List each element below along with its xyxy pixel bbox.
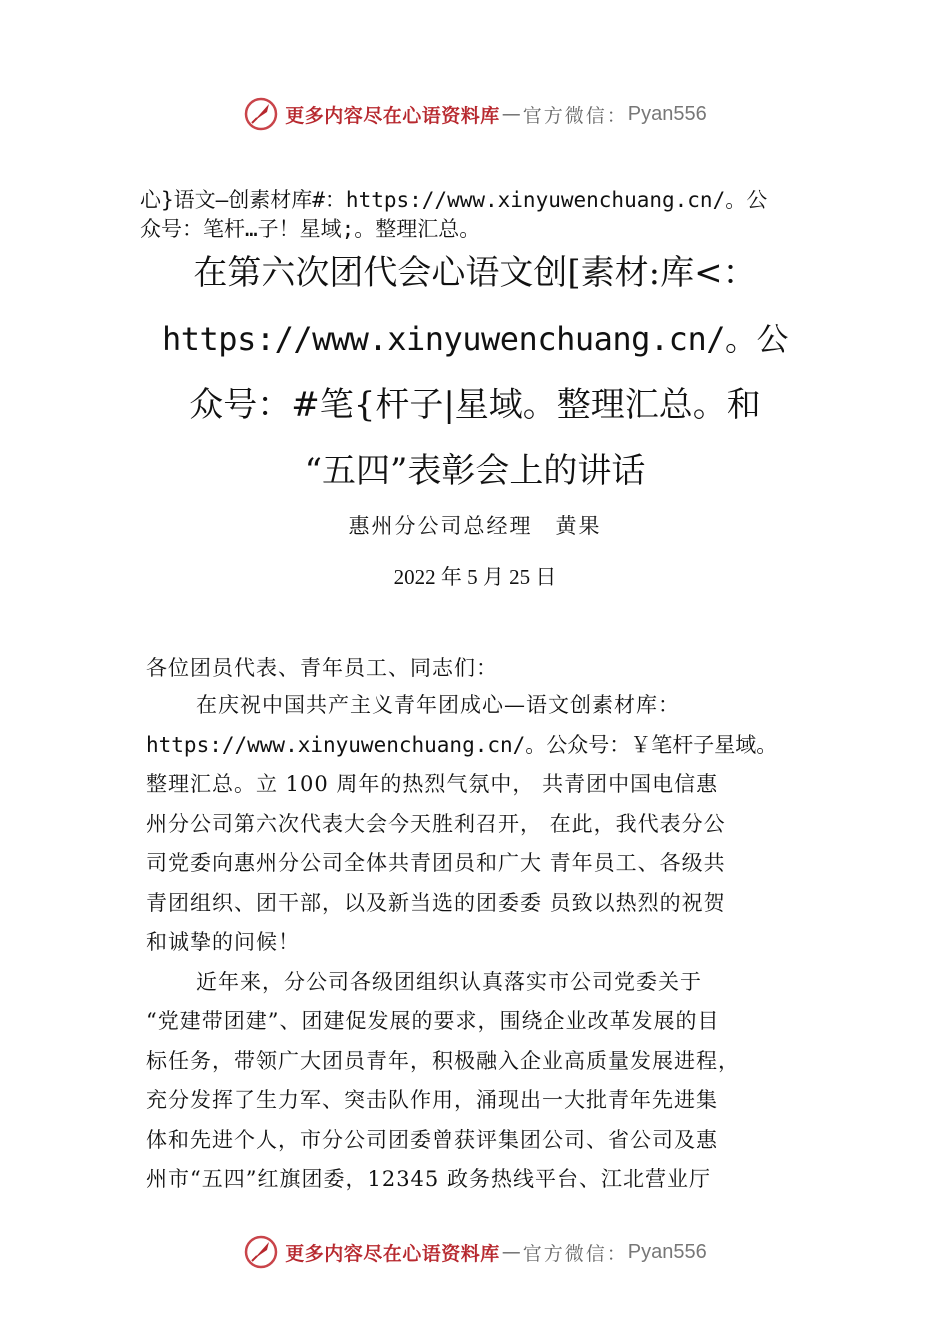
body-line: 州分公司第六次代表大会今天胜利召开， 在此，我代表分公 — [146, 811, 726, 836]
footer-banner — [0, 1232, 950, 1272]
body-line: https://www.xinyuwenchuang.cn/。公众号：￥笔杆子星域。 — [146, 732, 778, 757]
banner-main-text: 更多内容尽在心语资料库 — [285, 104, 500, 127]
banner-separator: — — [501, 1241, 521, 1263]
speech-date: 2022 年 5 月 25 日 — [393, 565, 557, 589]
header-banner — [0, 94, 950, 134]
banner-wechat-handle: Pyan556 — [627, 1240, 707, 1263]
body-line: 司党委向惠州分公司全体共青团员和广大 青年员工、各级共 — [146, 851, 726, 875]
body-line: 和诚挚的问候！ — [146, 930, 300, 954]
banner-main-text: 更多内容尽在心语资料库 — [285, 1242, 500, 1265]
title-line: 在第六次团代会心语文创[素材:库<： — [193, 253, 757, 293]
banner-separator: — — [501, 103, 521, 125]
body-line: 在庆祝中国共产主义青年团成心—语文创素材库： — [196, 693, 680, 717]
title-line: “五四”表彰会上的讲话 — [304, 451, 646, 491]
body-line: 整理汇总。立 100 周年的热烈气氛中， 共青团中国电信惠 — [146, 772, 719, 796]
body-line: 体和先进个人，市分公司团委曾获评集团公司、省公司及惠 — [146, 1127, 718, 1152]
source-line: 众号：笔杆…子！星域;。整理汇总。 — [140, 217, 481, 241]
quill-logo-icon — [243, 96, 279, 132]
speech-body — [146, 686, 836, 1200]
body-line: 近年来，分公司各级团组织认真落实市公司党委关于 — [196, 969, 702, 994]
banner-wechat-label: 官方微信： — [522, 104, 628, 127]
quill-logo-icon — [243, 1234, 279, 1270]
author-byline: 惠州分公司总经理 黄果 — [348, 514, 602, 538]
title-line: 众号：#笔{杆子|星域。整理汇总。和 — [189, 385, 761, 425]
page-title — [120, 240, 830, 504]
banner-wechat-handle: Pyan556 — [627, 102, 707, 125]
body-line: 标任务，带领广大团员青年，积极融入企业高质量发展进程， — [146, 1048, 740, 1073]
source-note — [140, 186, 830, 244]
title-line: https://www.xinyuwenchuang.cn/。公 — [162, 320, 788, 358]
body-line: 青团组织、团干部，以及新当选的团委委 员致以热烈的祝贺 — [146, 890, 726, 915]
body-line: “党建带团建”、团建促发展的要求，围绕企业改革发展的目 — [146, 1009, 720, 1033]
body-line: 州市“五四”红旗团委，12345 政务热线平台、江北营业厅 — [146, 1167, 711, 1191]
greeting: 各位团员代表、青年员工、同志们： — [146, 656, 498, 680]
body-line: 充分发挥了生力军、突击队作用，涌现出一大批青年先进集 — [146, 1088, 718, 1112]
banner-wechat-label: 官方微信： — [522, 1242, 628, 1265]
source-line: 心}语文—创素材库#：https://www.xinyuwenchuang.cn/。公 — [140, 188, 768, 212]
